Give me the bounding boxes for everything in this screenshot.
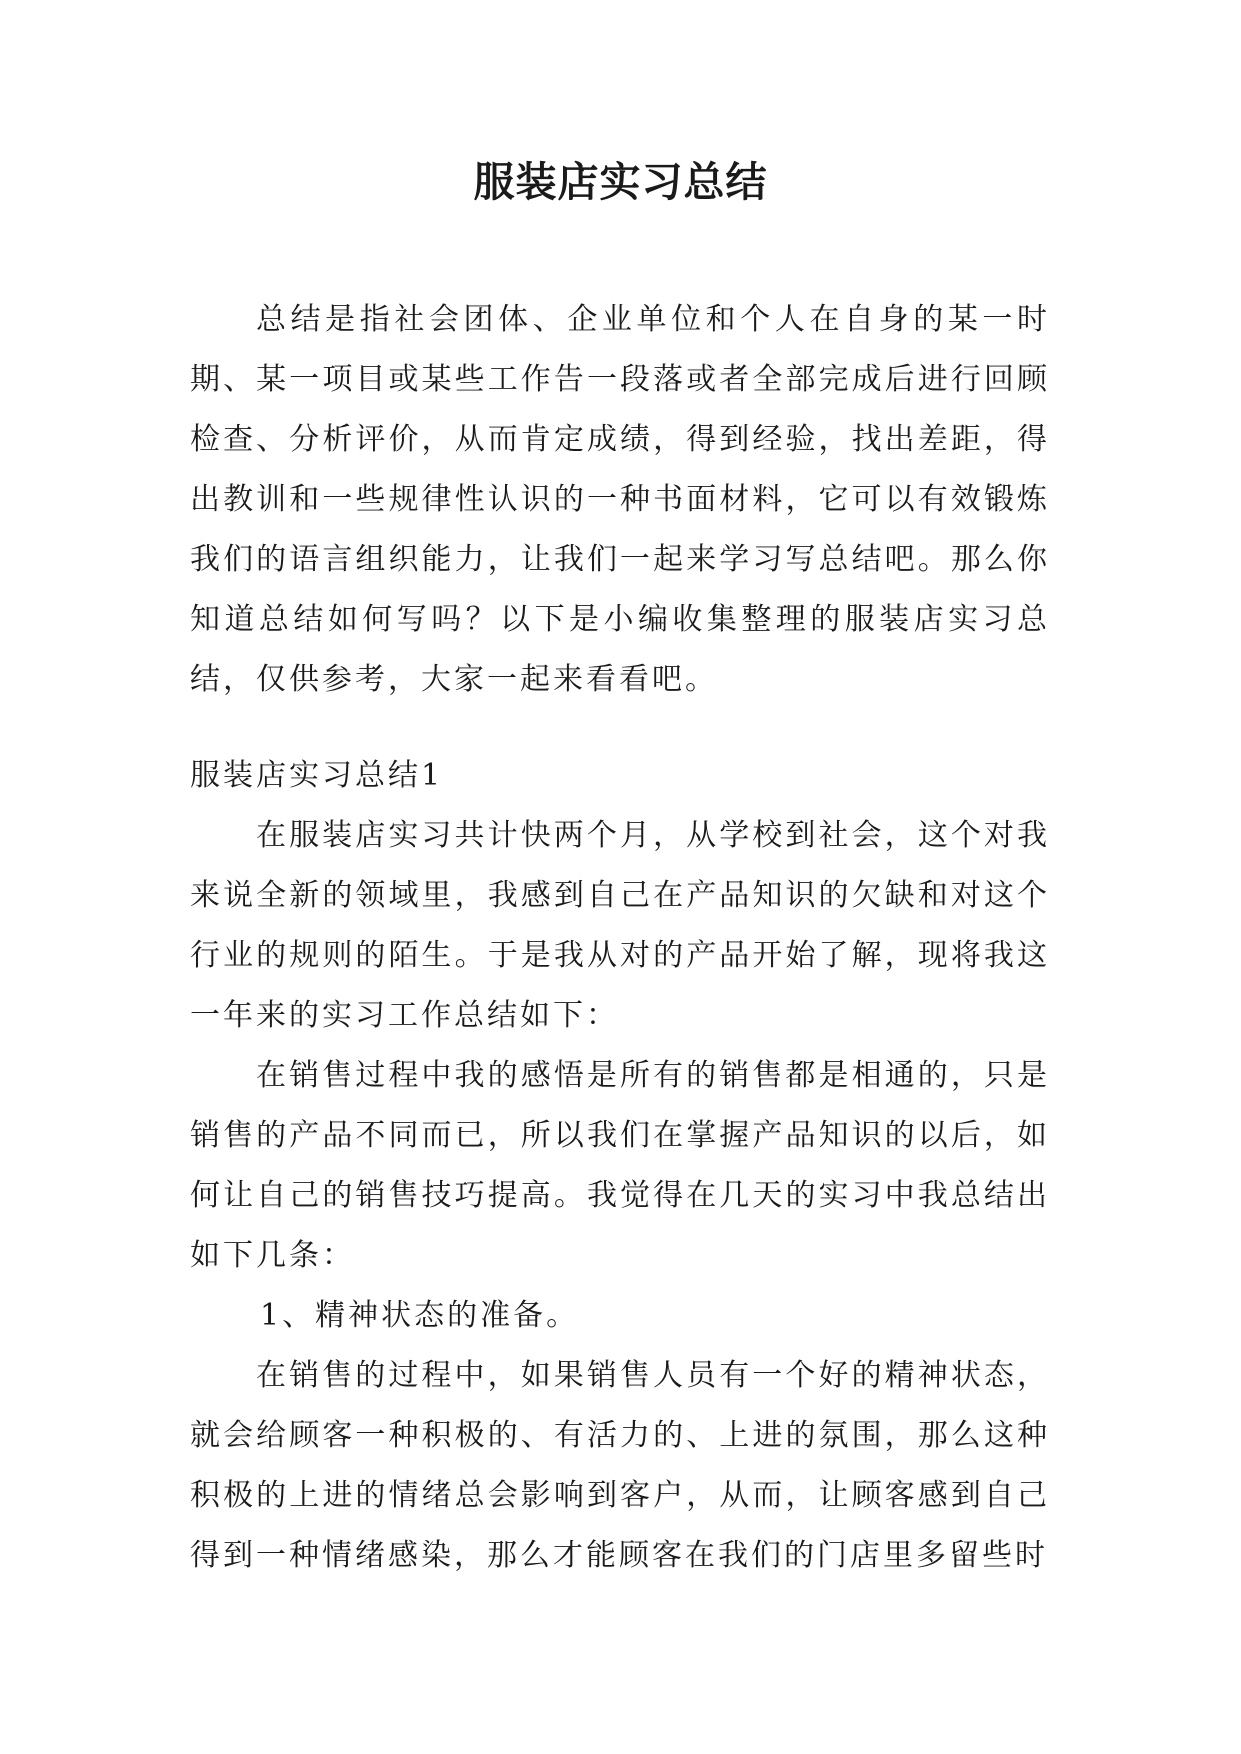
intro-paragraph: 总结是指社会团体、企业单位和个人在自身的某一时期、某一项目或某些工作告一段落或者全部完成后进行回顾检查、分析评价，从而肯定成绩，得到经验，找出差距，得出教训和一些规律性认识的一种书面材料，它可以有效锻炼我们的语言组织能力，让我们一起来学习写总结吧。那么你知道总结如何写吗？以下是小编收集整理的服装店实习总结，仅供参考，大家一起来看看吧。: [190, 302, 1050, 697]
section-heading: 服装店实习总结1: [190, 758, 444, 793]
section-1: [190, 746, 1050, 1586]
paragraph-3: 在销售的过程中，如果销售人员有一个好的精神状态，就会给顾客一种积极的、有活力的、上进的氛围，那么这种积极的上进的情绪总会影响到客户，从而，让顾客感到自己得到一种情绪感染，那么才能顾客在我们的门店里多留些时: [190, 1358, 1050, 1573]
paragraph-2: 在销售过程中我的感悟是所有的销售都是相通的，只是销售的产品不同而已，所以我们在掌握产品知识的以后，如何让自己的销售技巧提高。我觉得在几天的实习中我总结出如下几条：: [190, 1058, 1050, 1273]
document-title: 服装店实习总结: [473, 158, 768, 206]
list-item: 1、精神状态的准备。: [260, 1298, 580, 1333]
paragraph-1: 在服装店实习共计快两个月，从学校到社会，这个对我来说全新的领域里，我感到自己在产品知识的欠缺和对这个行业的规则的陌生。于是我从对的产品开始了解，现将我这一年来的实习工作总结如下：: [190, 818, 1050, 1033]
